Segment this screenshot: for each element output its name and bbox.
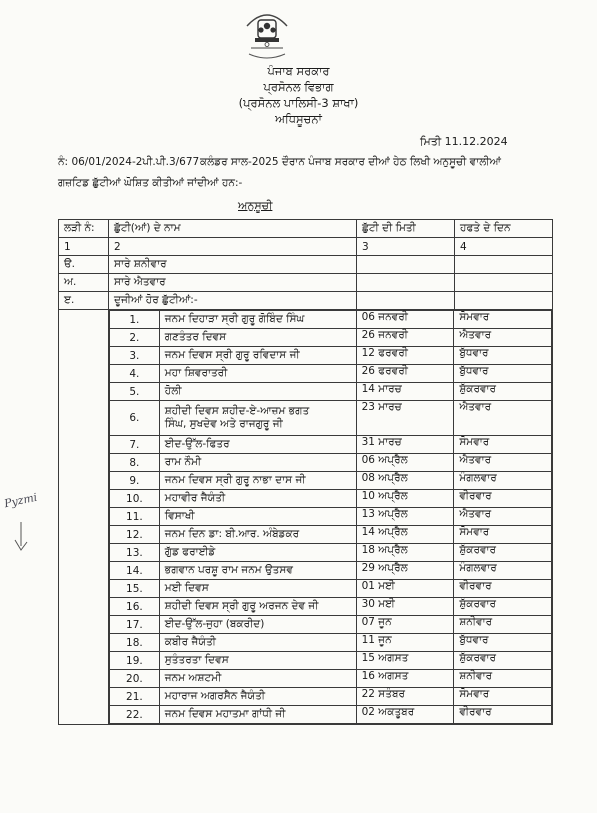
holiday-name: ਰਾਮ ਨੌਮੀ: [159, 454, 356, 472]
holiday-serial: 4.: [110, 365, 160, 383]
group-id: ੲ.: [59, 292, 109, 310]
holiday-serial: 20.: [110, 670, 160, 688]
holiday-weekday: ਐਤਵਾਰ: [454, 454, 552, 472]
column-number-row: [59, 238, 553, 256]
holiday-name-line-1: ਸ਼ਹੀਦੀ ਦਿਵਸ ਸ਼ਹੀਦ-ਏ-ਆਜ਼ਮ ਭਗਤ: [164, 405, 310, 417]
holiday-serial: 8.: [110, 454, 160, 472]
group-id: ੳ.: [59, 256, 109, 274]
holiday-name: ਹੋਲੀ: [159, 383, 356, 401]
holiday-date: 26 ਜਨਵਰੀ: [356, 329, 454, 347]
checkmark-icon: [12, 520, 30, 554]
holiday-date: 30 ਮਈ: [356, 598, 454, 616]
holiday-row: [110, 454, 552, 472]
holiday-row: [110, 688, 552, 706]
holidays-subtable-row: [59, 310, 553, 725]
header-line-4: ਅਧਿਸੂਚਨਾਂ: [275, 112, 322, 126]
holiday-weekday: ਐਤਵਾਰ: [454, 401, 552, 436]
holiday-date: 02 ਅਕਤੂਬਰ: [356, 706, 454, 724]
holiday-weekday: ਸੋਮਵਾਰ: [454, 436, 552, 454]
holiday-weekday: ਸੋਮਵਾਰ: [454, 526, 552, 544]
holiday-weekday: ਸੋਮਵਾਰ: [454, 311, 552, 329]
group-text: ਸਾਰੇ ਸ਼ਨੀਵਾਰ: [109, 256, 357, 274]
holiday-row: [110, 472, 552, 490]
holiday-date: 07 ਜੂਨ: [356, 616, 454, 634]
holiday-name: ਵਿਸਾਖੀ: [159, 508, 356, 526]
holiday-serial: 16.: [110, 598, 160, 616]
holidays-list: [109, 310, 552, 724]
header-holiday-name: ਛੁੱਟੀ(ਆਂ) ਦੇ ਨਾਮ: [109, 220, 357, 238]
holiday-row: [110, 670, 552, 688]
header-weekday: ਹਫਤੇ ਦੇ ਦਿਨ: [455, 220, 553, 238]
holiday-date: 26 ਫਰਵਰੀ: [356, 365, 454, 383]
holiday-weekday: ਬੁੱਧਵਾਰ: [454, 365, 552, 383]
holiday-name: ਜਨਮ ਦਿਵਸ ਸ੍ਰੀ ਗੁਰੂ ਰਵਿਦਾਸ ਜੀ: [159, 347, 356, 365]
holiday-date: 22 ਸਤੰਬਰ: [356, 688, 454, 706]
group-row: [59, 292, 553, 310]
holiday-table: [58, 219, 553, 725]
holiday-row: [110, 365, 552, 383]
holiday-serial: 19.: [110, 652, 160, 670]
holiday-weekday: ਵੀਰਵਾਰ: [454, 580, 552, 598]
holiday-row: [110, 347, 552, 365]
header-holiday-date: ਛੁੱਟੀ ਦੀ ਮਿਤੀ: [357, 220, 455, 238]
holiday-serial: 6.: [110, 401, 160, 436]
holiday-name: ਮਈ ਦਿਵਸ: [159, 580, 356, 598]
holiday-weekday: ਮੰਗਲਵਾਰ: [454, 472, 552, 490]
header-serial: ਲੜੀ ਨੰ:: [59, 220, 109, 238]
holiday-name: ਜਨਮ ਅਸ਼ਟਮੀ: [159, 670, 356, 688]
holiday-weekday: ਸ਼ਨੀਵਾਰ: [454, 616, 552, 634]
holiday-weekday: ਐਤਵਾਰ: [454, 508, 552, 526]
holiday-serial: 10.: [110, 490, 160, 508]
holiday-weekday: ਸ਼ੁੱਕਰਵਾਰ: [454, 383, 552, 401]
header-line-1: ਪੰਜਾਬ ਸਰਕਾਰ: [267, 64, 330, 78]
col-number: 2: [109, 238, 357, 256]
holiday-date: 29 ਅਪ੍ਰੈਲ: [356, 562, 454, 580]
holiday-row: [110, 706, 552, 724]
holiday-serial: 14.: [110, 562, 160, 580]
holiday-row: [110, 616, 552, 634]
holiday-row: [110, 634, 552, 652]
holiday-date: 15 ਅਗਸਤ: [356, 652, 454, 670]
holiday-weekday: ਸ਼ੁੱਕਰਵਾਰ: [454, 544, 552, 562]
holiday-name-line-2: ਸਿੰਘ, ਸੁਖਦੇਵ ਅਤੇ ਰਾਜਗੁਰੂ ਜੀ: [164, 418, 283, 430]
holiday-weekday: ਬੁੱਧਵਾਰ: [454, 347, 552, 365]
holiday-row: [110, 652, 552, 670]
holiday-name: ਮਹਾਰਾਜ ਅਗਰਸੈਨ ਜੈਯੰਤੀ: [159, 688, 356, 706]
holiday-date: 06 ਅਪ੍ਰੈਲ: [356, 454, 454, 472]
holiday-date: 14 ਅਪ੍ਰੈਲ: [356, 526, 454, 544]
group-text: ਦੂਜੀਆਂ ਹੋਰ ਛੁੱਟੀਆਂ:-: [109, 292, 357, 310]
holiday-name: ਮਹਾ ਸ਼ਿਵਰਾਤਰੀ: [159, 365, 356, 383]
state-emblem-icon: [241, 6, 293, 64]
holiday-serial: 17.: [110, 616, 160, 634]
holiday-row: [110, 526, 552, 544]
holiday-serial: 21.: [110, 688, 160, 706]
holiday-date: 23 ਮਾਰਚ: [356, 401, 454, 436]
holiday-serial: 3.: [110, 347, 160, 365]
header-line-3: (ਪ੍ਰਸੋਨਲ ਪਾਲਿਸੀ-3 ਸ਼ਾਖਾ): [238, 96, 359, 110]
holiday-name: [159, 401, 356, 436]
holiday-serial: 9.: [110, 472, 160, 490]
holiday-serial: 18.: [110, 634, 160, 652]
holiday-name: ਜਨਮ ਦਿਹਾੜਾ ਸ੍ਰੀ ਗੁਰੂ ਗੋਬਿੰਦ ਸਿੰਘ: [159, 311, 356, 329]
holiday-date: 11 ਜੂਨ: [356, 634, 454, 652]
holiday-name: ਈਦ-ਉੱਲ-ਫਿਤਰ: [159, 436, 356, 454]
holiday-date: 16 ਅਗਸਤ: [356, 670, 454, 688]
holiday-row: [110, 580, 552, 598]
notification-date: ਮਿਤੀ 11.12.2024: [420, 135, 508, 148]
holiday-serial: 22.: [110, 706, 160, 724]
holiday-row: [110, 401, 552, 436]
holiday-weekday: ਸ਼ੁੱਕਰਵਾਰ: [454, 652, 552, 670]
reference-number: ਨੰ: 06/01/2024-2ਪੀ.ਪੀ.3/677: [58, 156, 200, 168]
holiday-row: [110, 490, 552, 508]
holiday-weekday: ਸ਼ੁੱਕਰਵਾਰ: [454, 598, 552, 616]
holiday-name: ਈਦ-ਉੱਲ-ਜੁਹਾ (ਬਕਰੀਦ): [159, 616, 356, 634]
holiday-weekday: ਮੰਗਲਵਾਰ: [454, 562, 552, 580]
holiday-date: 06 ਜਨਵਰੀ: [356, 311, 454, 329]
holiday-weekday: ਵੀਰਵਾਰ: [454, 490, 552, 508]
holiday-serial: 11.: [110, 508, 160, 526]
holiday-row: [110, 311, 552, 329]
holiday-name: ਭਗਵਾਨ ਪਰਸ਼ੂ ਰਾਮ ਜਨਮ ਉਤਸਵ: [159, 562, 356, 580]
group-row: [59, 256, 553, 274]
holiday-name: ਕਬੀਰ ਜੈਯੰਤੀ: [159, 634, 356, 652]
holiday-name: ਜਨਮ ਦਿਵਸ ਸ੍ਰੀ ਗੁਰੂ ਨਾਭਾ ਦਾਸ ਜੀ: [159, 472, 356, 490]
header-line-2: ਪ੍ਰਸੋਨਲ ਵਿਭਾਗ: [263, 80, 334, 94]
holiday-name: ਮਹਾਵੀਰ ਜੈਯੰਤੀ: [159, 490, 356, 508]
holiday-serial: 12.: [110, 526, 160, 544]
holiday-row: [110, 508, 552, 526]
holiday-weekday: ਸ਼ਨੀਵਾਰ: [454, 670, 552, 688]
holiday-serial: 1.: [110, 311, 160, 329]
holiday-serial: 7.: [110, 436, 160, 454]
holiday-weekday: ਐਤਵਾਰ: [454, 329, 552, 347]
holiday-serial: 13.: [110, 544, 160, 562]
holiday-date: 01 ਮਈ: [356, 580, 454, 598]
holiday-name: ਜਨਮ ਦਿਵਸ ਮਹਾਤਮਾ ਗਾਂਧੀ ਜੀ: [159, 706, 356, 724]
holiday-row: [110, 436, 552, 454]
holiday-name: ਸੁਤੰਤਰਤਾ ਦਿਵਸ: [159, 652, 356, 670]
col-number: 1: [59, 238, 109, 256]
holiday-weekday: ਵੀਰਵਾਰ: [454, 706, 552, 724]
group-id: ਅ.: [59, 274, 109, 292]
holiday-serial: 2.: [110, 329, 160, 347]
group-row: [59, 274, 553, 292]
holiday-row: [110, 329, 552, 347]
holiday-name: ਗੁੱਡ ਫਰਾਈਡੇ: [159, 544, 356, 562]
holiday-date: 12 ਫਰਵਰੀ: [356, 347, 454, 365]
holiday-name: ਜਨਮ ਦਿਨ ਡਾ: ਬੀ.ਆਰ. ਅੰਬੇਡਕਰ: [159, 526, 356, 544]
holiday-row: [110, 598, 552, 616]
holiday-row: [110, 562, 552, 580]
margin-handwritten-note: Pyzmi: [3, 490, 39, 511]
holiday-date: 31 ਮਾਰਚ: [356, 436, 454, 454]
holiday-weekday: ਬੁੱਧਵਾਰ: [454, 634, 552, 652]
holiday-date: 18 ਅਪ੍ਰੈਲ: [356, 544, 454, 562]
holiday-name: ਗਣਤੰਤਰ ਦਿਵਸ: [159, 329, 356, 347]
table-header-row: [59, 220, 553, 238]
holiday-date: 14 ਮਾਰਚ: [356, 383, 454, 401]
holiday-date: 13 ਅਪ੍ਰੈਲ: [356, 508, 454, 526]
col-number: 3: [357, 238, 455, 256]
intro-text-2: ਗਜ਼ਟਿਡ ਛੁੱਟੀਆਂ ਘੋਸ਼ਿਤ ਕੀਤੀਆਂ ਜਾਂਦੀਆਂ ਹਨ:-: [58, 177, 243, 189]
group-text: ਸਾਰੇ ਐਤਵਾਰ: [109, 274, 357, 292]
col-number: 4: [455, 238, 553, 256]
holiday-row: [110, 383, 552, 401]
holiday-row: [110, 544, 552, 562]
schedule-title: ਅਨੁਸੂਚੀ: [238, 199, 273, 212]
intro-text-1: ਕਲੰਡਰ ਸਾਲ-2025 ਦੌਰਾਨ ਪੰਜਾਬ ਸਰਕਾਰ ਦੀਆਂ ਹੇਠ ਲਿਖੀ ਅਨੁਸੂਚੀ ਵਾਲੀਆਂ: [200, 156, 501, 168]
holiday-date: 08 ਅਪ੍ਰੈਲ: [356, 472, 454, 490]
holiday-date: 10 ਅਪ੍ਰੈਲ: [356, 490, 454, 508]
holiday-name: ਸ਼ਹੀਦੀ ਦਿਵਸ ਸ੍ਰੀ ਗੁਰੂ ਅਰਜਨ ਦੇਵ ਜੀ: [159, 598, 356, 616]
holiday-serial: 5.: [110, 383, 160, 401]
holiday-weekday: ਸੋਮਵਾਰ: [454, 688, 552, 706]
holiday-serial: 15.: [110, 580, 160, 598]
